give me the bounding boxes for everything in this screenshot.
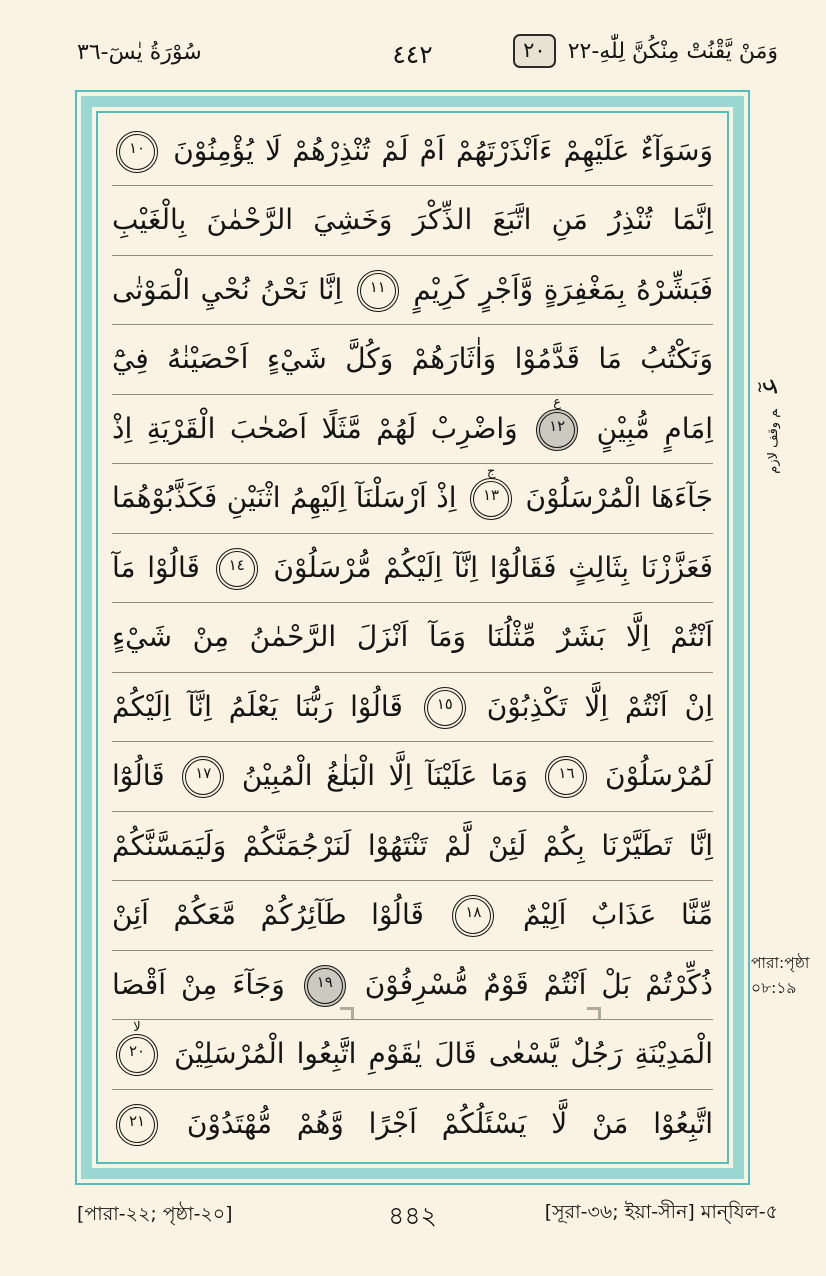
ayah-text: جَآءَهَا الْمُرْسَلُوْنَ [525, 481, 713, 515]
hizb-notch-icon [340, 1007, 354, 1019]
waqf-sign-above-marker: ع [553, 394, 562, 410]
frame-band [81, 96, 744, 1179]
ayah-text: اِنَّمَا تُنْذِرُ مَنِ اتَّبَعَ الذِّكْرَ وَخَشِيَ الرَّحْمٰنَ بِالْغَيْبِ [112, 203, 713, 237]
ayah-end-marker: ١١ [357, 270, 399, 312]
footer-page-number-bengali: ৪৪২ [388, 1201, 437, 1230]
footer-para-page: [পারা-২২; পৃষ্ঠা-২০] [77, 1203, 233, 1225]
ayah-end-marker: ١٠ [116, 131, 158, 173]
ayah-text: اتَّبِعُوْا مَنْ لَّا يَسْئَلُكُمْ اَجْرًا وَّهُمْ مُّهْتَدُوْنَ [186, 1106, 713, 1140]
para-page-value: ০৮:১৯ [751, 978, 797, 997]
quran-line [112, 464, 713, 533]
ayah-end-marker: ١٣ ج [470, 478, 512, 520]
ruku-ain-sign: عٓ [753, 377, 784, 394]
quran-line [112, 673, 713, 742]
hizb-notch-icon [587, 1007, 601, 1019]
ayah-text: اِذْ اَرْسَلْنَآ اِلَيْهِمُ اثْنَيْنِ فَكَذَّبُوْهُمَا [112, 481, 457, 515]
ayah-end-marker: ١٥ [424, 687, 466, 729]
margin-para-page-note [751, 951, 809, 1001]
ayah-text: وَسَوَآءٌ عَلَيْهِمْ ءَاَنْذَرْتَهُمْ اَمْ لَمْ تُنْذِرْهُمْ لَا يُؤْمِنُوْنَ [173, 134, 713, 167]
ayah-end-marker: ١٩ [304, 965, 346, 1007]
ayah-end-marker: ١٦ [545, 756, 587, 798]
quran-line [112, 951, 713, 1020]
ayah-end-marker: ١٤ [216, 548, 258, 590]
ayah-text: وَنَكْتُبُ مَا قَدَّمُوْا وَاٰثَارَهُمْ وَكُلَّ شَيْءٍ اَحْصَيْنٰهُ فِيْٓ [112, 342, 713, 376]
frame-inner-line [96, 111, 729, 1164]
text-frame-border [75, 90, 750, 1185]
quran-line [112, 742, 713, 811]
ayah-text: الْمَدِيْنَةِ رَجُلٌ يَّسْعٰى قَالَ يٰقَوْمِ اتَّبِعُوا الْمُرْسَلِيْنَ [174, 1037, 713, 1071]
ayah-end-marker: ٢٠ لا [116, 1034, 158, 1076]
ayah-text: قَالُوْا طَآئِرُكُمْ مَّعَكُمْ اَئِنْ [112, 898, 424, 932]
footer-surah-manzil: [সূরা-৩৬; ইয়া-সীন] মান্‌যিল-৫ [544, 1201, 778, 1223]
quran-line [112, 881, 713, 950]
ayah-text: وَاضْرِبْ لَهُمْ مَّثَلًا اَصْحٰبَ الْقَرْيَةِ اِذْ [112, 411, 518, 445]
ayah-end-marker: ١٢ ع [536, 409, 578, 451]
juz-info [513, 34, 778, 68]
ayah-text: قَالُوْا مَآ [112, 550, 200, 584]
ayah-text: اِنَّا نَحْنُ نُحْيِ الْمَوْتٰى [112, 272, 343, 306]
ayah-text: مِّنَّا عَذَابٌ اَلِيْمٌ [523, 898, 714, 932]
ayah-text: وَجَآءَ مِنْ اَقْصَا [112, 967, 285, 1001]
ayah-text: قَالُوْا رَبُّنَا يَعْلَمُ اِنَّآ اِلَيْكُمْ [112, 689, 403, 723]
quran-line [112, 117, 713, 186]
ayah-end-marker: ٢١ [116, 1104, 158, 1146]
page-footer [75, 1194, 778, 1234]
page-number-arabic: ٤٤٢ [392, 40, 433, 69]
waqf-sign-above-marker: لا [133, 1020, 141, 1036]
surah-title: سُوْرَةُ يٰسٓ-٣٦ [77, 40, 202, 65]
quran-line [112, 603, 713, 672]
ayah-text: لَمُرْسَلُوْنَ [605, 759, 713, 793]
ayah-text: قَالُوْٓا [112, 759, 165, 793]
ayah-text: فَعَزَّزْنَا بِثَالِثٍ فَقَالُوْٓا اِنَّآ اِلَيْكُمْ مُّرْسَلُوْنَ [273, 550, 713, 584]
waqf-sign-above-marker: ج [486, 464, 496, 480]
quran-line [112, 186, 713, 255]
para-page-label: পারা:পৃষ্ঠা [751, 954, 810, 972]
quran-line [112, 325, 713, 394]
margin-waqf-note [753, 377, 789, 557]
ayah-text: فَبَشِّرْهُ بِمَغْفِرَةٍ وَّاَجْرٍ كَرِيْمٍ [413, 272, 714, 306]
quran-line [112, 395, 713, 464]
ayah-text: ذُكِّرْتُمْ بَلْ اَنْتُمْ قَوْمٌ مُّسْرِفُوْنَ [364, 967, 713, 1001]
quran-text-block [112, 117, 713, 1158]
quran-line [112, 1090, 713, 1158]
juz-page-badge: ٢٠ [513, 34, 556, 68]
ayah-text: اَنْتُمْ اِلَّا بَشَرٌ مِّثْلُنَا وَمَآ اَنْزَلَ الرَّحْمٰنُ مِنْ شَيْءٍ [112, 620, 713, 654]
ayah-end-marker: ١٨ [452, 895, 494, 937]
quran-line [112, 534, 713, 603]
ayah-text: وَمَا عَلَيْنَآ اِلَّا الْبَلٰغُ الْمُبِيْنُ [241, 759, 528, 793]
ayah-text: اِنَّا تَطَيَّرْنَا بِكُمْ لَئِنْ لَّمْ تَنْتَهُوْا لَنَرْجُمَنَّكُمْ وَلَيَمَسَّنَّكُمْ [112, 828, 713, 862]
page-header [75, 34, 778, 80]
ayah-end-marker: ١٧ [182, 756, 224, 798]
waqf-lazim-label: م وقف لازم [766, 409, 781, 474]
ayah-text: اِمَامٍ مُّبِيْنٍ [596, 411, 713, 445]
quran-line [112, 1020, 713, 1089]
quran-line [112, 256, 713, 325]
juz-title: وَمَنْ يَّقْنُتْ مِنْكُنَّ لِلّٰهِ-٢٢ [567, 38, 778, 64]
quran-line [112, 812, 713, 881]
ayah-text: اِنْ اَنْتُمْ اِلَّا تَكْذِبُوْنَ [486, 689, 713, 723]
